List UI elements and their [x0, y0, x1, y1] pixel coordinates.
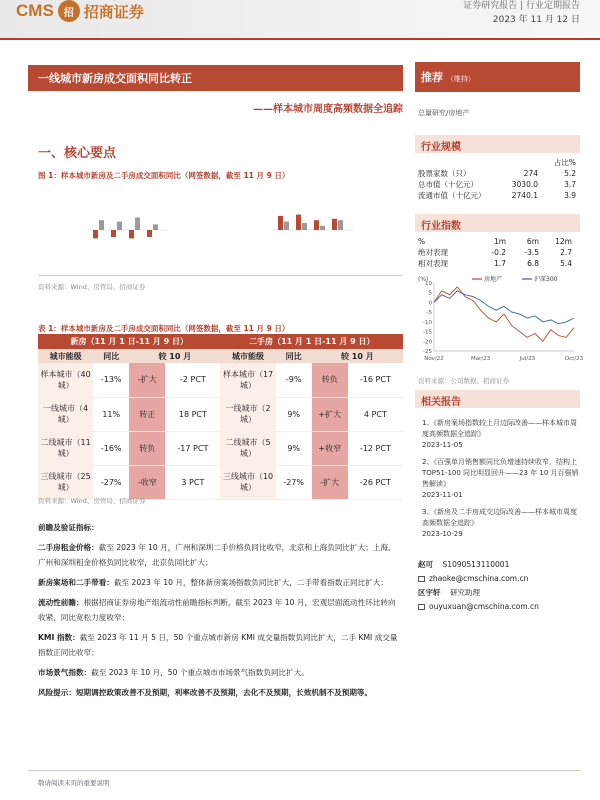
bar [320, 226, 325, 230]
analyst-row [418, 586, 580, 600]
cell-city: 二线城市（11 城） [38, 431, 93, 465]
x-tick-label: Mar/23 [471, 356, 491, 362]
share-col-header: 占比% [553, 158, 576, 167]
x-tick-label: Nov/22 [424, 356, 444, 362]
cell-trend: -扩大 [129, 363, 165, 397]
cell-city: 二线城市（5 城） [220, 431, 275, 465]
research-category: 总量研究/房地产 [418, 109, 470, 117]
cell-city: 一线城市（2 城） [220, 397, 275, 431]
report-date-text: 2023-10-29 [422, 530, 463, 538]
paragraph-text: 根据招商证券房地产组流动性前瞻指标判断，截至 2023 年 10 月，宏观层面流动性环比转向收紧，同比宽松力度收窄； [38, 598, 396, 622]
cell-trend: 转正 [129, 397, 165, 431]
figure-title: 图 1：样本城市新房及二手房成交面积同比（网签数据，截至 11 月 9 日） [38, 171, 290, 180]
table-row [38, 397, 403, 431]
col-header: 同比 [276, 349, 312, 363]
y-tick-label: 0 [428, 300, 432, 307]
table-group-second: 二手房（11 月 1 日-11 月 9 日） [220, 334, 403, 349]
cell-yoy: -27% [276, 465, 312, 499]
paragraph-text: 截至 2023 年 10 月，广州和深圳二手价格负同比收窄，北京和上海负同比扩大；上海、广州和深圳租金价格负同比收窄，北京负同比扩大； [38, 543, 396, 567]
paragraph-label: KMI 指数： [38, 633, 80, 642]
perf-value: 1.7 [494, 259, 506, 268]
bar [153, 224, 158, 230]
paragraph-label: 新房案场和二手带看： [38, 578, 114, 587]
report-date-text: 2023-11-01 [422, 491, 463, 499]
cell-city: 三线城市（10 城） [220, 465, 275, 499]
analyst-name: 区宇轩 [418, 588, 441, 597]
y-tick-label: -5 [426, 310, 432, 317]
legend-label: 沪深300 [534, 276, 558, 283]
perf-value: -0.2 [491, 248, 506, 257]
table-source: 资料来源：Wind、房管局、招商证券 [38, 497, 146, 505]
perf-row [418, 247, 578, 258]
section-heading: 一、核心要点 [38, 146, 117, 161]
bar [111, 230, 116, 237]
paragraph [38, 595, 403, 625]
mail-icon [418, 604, 425, 610]
col-header: 城市能级 [220, 349, 275, 363]
cell-trend: -收窄 [129, 465, 165, 499]
scale-share: 3.7 [564, 180, 576, 189]
industry-scale-heading: 行业规模 [415, 135, 580, 153]
cell-trend: 转负 [129, 431, 165, 465]
report-date: 2023 年 11 月 12 日 [492, 15, 580, 25]
paragraph [38, 665, 403, 680]
mail-icon [418, 576, 425, 582]
bar [135, 217, 140, 230]
table-row [38, 431, 403, 465]
paragraph-text: 截至 2023 年 10 月，50 个重点城市市场景气指数负同比扩大。 [91, 668, 309, 677]
cell-yoy: 11% [93, 397, 129, 431]
table-row [38, 363, 403, 397]
cell-city: 一线城市（4 城） [38, 397, 93, 431]
scale-label: 股票家数（只） [418, 169, 471, 178]
perf-value: 2.7 [560, 248, 572, 257]
table-title: 表 1：样本城市新房及二手房成交面积同比（网签数据，截至 11 月 9 日） [38, 324, 290, 333]
perf-head: 1m [493, 237, 506, 246]
cell-delta: 4 PCT [348, 397, 403, 431]
bar [332, 219, 337, 230]
cell-trend: 转负 [312, 363, 348, 397]
y-tick-label: -15 [423, 329, 432, 336]
col-header: 较 10 月 [312, 349, 403, 363]
footer-divider [28, 770, 580, 771]
cell-delta: -16 PCT [348, 363, 403, 397]
bar [147, 230, 152, 237]
report-link[interactable] [422, 457, 580, 501]
cell-yoy: -27% [93, 465, 129, 499]
cell-trend: -扩大 [312, 465, 348, 499]
cell-delta: -2 PCT [165, 363, 220, 397]
y-tick-label: 10 [425, 281, 432, 287]
scale-share: 3.9 [564, 191, 576, 200]
bar [93, 230, 98, 238]
perf-value: 6.8 [527, 259, 539, 268]
cell-city: 三线城市（25 城） [38, 465, 93, 499]
cell-trend: +收窄 [312, 431, 348, 465]
report-link[interactable] [422, 507, 580, 540]
paragraph-label: 二手房租金价格： [38, 543, 99, 552]
analyst-block [418, 558, 580, 614]
perf-head: % [418, 237, 426, 246]
y-tick-label: -25 [423, 349, 432, 355]
risk-paragraph [38, 685, 403, 700]
paragraph-label: 流动性前瞻： [38, 598, 84, 607]
scale-value: 2740.1 [511, 191, 538, 200]
report-link[interactable] [422, 418, 580, 451]
perf-head: 6m [526, 237, 539, 246]
figure-charts [38, 186, 403, 276]
paragraph [38, 630, 403, 660]
scale-share: 5.2 [564, 169, 576, 178]
risk-label: 风险提示： [38, 688, 76, 697]
bar [314, 220, 319, 230]
analyst-email[interactable]: zhaoke@cmschina.com.cn [429, 574, 529, 583]
analyst-id: S1090513110001 [442, 560, 510, 569]
bar [296, 215, 301, 230]
cell-city: 样本城市（17 城） [220, 363, 275, 397]
perf-label: 相对表现 [418, 259, 448, 268]
rating-box [415, 62, 580, 92]
cell-yoy: 9% [276, 397, 312, 431]
paragraph-label: 市场景气指数： [38, 668, 92, 677]
figure-chart-svg [38, 186, 403, 276]
figure-source: 资料来源：Wind、房管局、招商证券 [38, 283, 146, 291]
cell-delta: -26 PCT [348, 465, 403, 499]
bar [284, 222, 289, 230]
analyst-id: 研究助理 [450, 588, 481, 597]
cell-delta: -17 PCT [165, 431, 220, 465]
report-date-text: 2023-11-05 [422, 441, 463, 449]
report-title: 一线城市新房成交面积同比转正 [28, 65, 403, 91]
table-group-new: 新房（11 月 1 日-11 月 9 日） [38, 334, 220, 349]
perf-value: 5.4 [560, 259, 572, 268]
analyst-row [418, 558, 580, 572]
scale-value: 3030.0 [511, 180, 538, 189]
bar [302, 223, 307, 230]
col-header: 同比 [93, 349, 129, 363]
analyst-name: 赵可 [418, 560, 433, 569]
report-title-text: 2、《百强单月销售额同比负增速持续收窄，结构上 TOP51-100 同比明显回升——23 年 10 月百强销售解读》 [422, 458, 579, 488]
y-tick-label: 5 [428, 290, 432, 297]
index-performance-chart [418, 275, 584, 367]
industry-index-heading: 行业指数 [415, 214, 580, 232]
rating-note: （维持） [446, 75, 475, 83]
perf-source: 资料来源：公司数据、招商证券 [418, 377, 509, 385]
paragraph [38, 540, 403, 570]
paragraph [38, 575, 403, 590]
y-tick-label: -10 [423, 319, 432, 326]
logo-cn-text: 招商证券 [83, 2, 144, 21]
series-line [434, 287, 574, 341]
logo-cms-text: CMS [16, 1, 54, 20]
analyst-email[interactable]: ouyuxuan@cmschina.com.cn [429, 602, 539, 611]
body-text [38, 520, 403, 705]
bar [129, 230, 134, 238]
scale-label: 总市值（十亿元） [418, 180, 478, 189]
cell-yoy: -13% [93, 363, 129, 397]
cell-yoy: -16% [93, 431, 129, 465]
cell-delta: 18 PCT [165, 397, 220, 431]
col-header: 较 10 月 [129, 349, 220, 363]
perf-label: 绝对表现 [418, 248, 448, 257]
scale-row [418, 190, 578, 201]
cell-delta: 3 PCT [165, 465, 220, 499]
page-header [0, 0, 600, 40]
scale-row [418, 179, 578, 190]
report-type: 证券研究报告 | 行业定期报告 [463, 1, 580, 11]
performance-table [418, 236, 578, 269]
related-reports-heading: 相关报告 [415, 390, 580, 408]
cell-yoy: -9% [276, 363, 312, 397]
city-table [38, 334, 403, 500]
industry-scale-table [418, 157, 578, 201]
bar [117, 222, 122, 230]
cell-city: 样本城市（40 城） [38, 363, 93, 397]
series-line [434, 291, 574, 324]
bar [99, 220, 104, 230]
scale-label: 流通市值（十亿元） [418, 191, 486, 200]
report-subtitle: ——样本城市周度高频数据全追踪 [253, 104, 403, 115]
table-row [38, 465, 403, 499]
cell-delta: -12 PCT [348, 431, 403, 465]
bar [338, 220, 343, 230]
header-divider [0, 38, 600, 40]
perf-value: -3.5 [524, 248, 539, 257]
analyst-email-row[interactable] [418, 600, 580, 614]
rating-label: 推荐 [421, 71, 443, 84]
col-header: 城市能级 [38, 349, 93, 363]
brand-logo [16, 0, 144, 22]
risk-text: 短期调控政策改善不及预期，利率改善不及预期，去化不及预期，长效机制不及预期等。 [75, 688, 373, 697]
paragraph-text: 截至 2023 年 10 月，整体新房案场指数负同比扩大，二手带看指数正同比扩大； [113, 578, 388, 587]
cell-trend: +扩大 [312, 397, 348, 431]
x-tick-label: Jul/23 [519, 356, 536, 362]
footer-note: 敬请阅读末页的重要说明 [38, 779, 110, 787]
analyst-email-row[interactable] [418, 572, 580, 586]
perf-row [418, 258, 578, 269]
indicators-heading: 前瞻及验证指标： [38, 523, 99, 532]
cell-yoy: 9% [276, 431, 312, 465]
x-tick-label: Oct/23 [564, 356, 584, 362]
perf-head: 12m [555, 237, 572, 246]
scale-value: 274 [523, 169, 538, 178]
report-title-text: 3、《新房及二手房成交边际改善——样本城市周度高频数据全追踪》 [422, 508, 577, 527]
y-unit-label: (%) [418, 276, 429, 283]
legend-label: 房地产 [484, 276, 503, 283]
paragraph-text: 截至 2023 年 11 月 5 日，50 个重点城市新房 KMI 成交量指数负同比扩大，二手 KMI 成交量指数正同比收窄； [38, 633, 398, 657]
logo-emblem-icon: 招 [58, 0, 80, 22]
report-title-text: 1、《新房案场指数较上月边际改善——样本城市周度高频数据全追踪》 [422, 419, 577, 438]
related-reports [422, 418, 580, 546]
y-tick-label: -20 [423, 339, 432, 346]
bar [278, 216, 283, 230]
scale-row [418, 168, 578, 179]
